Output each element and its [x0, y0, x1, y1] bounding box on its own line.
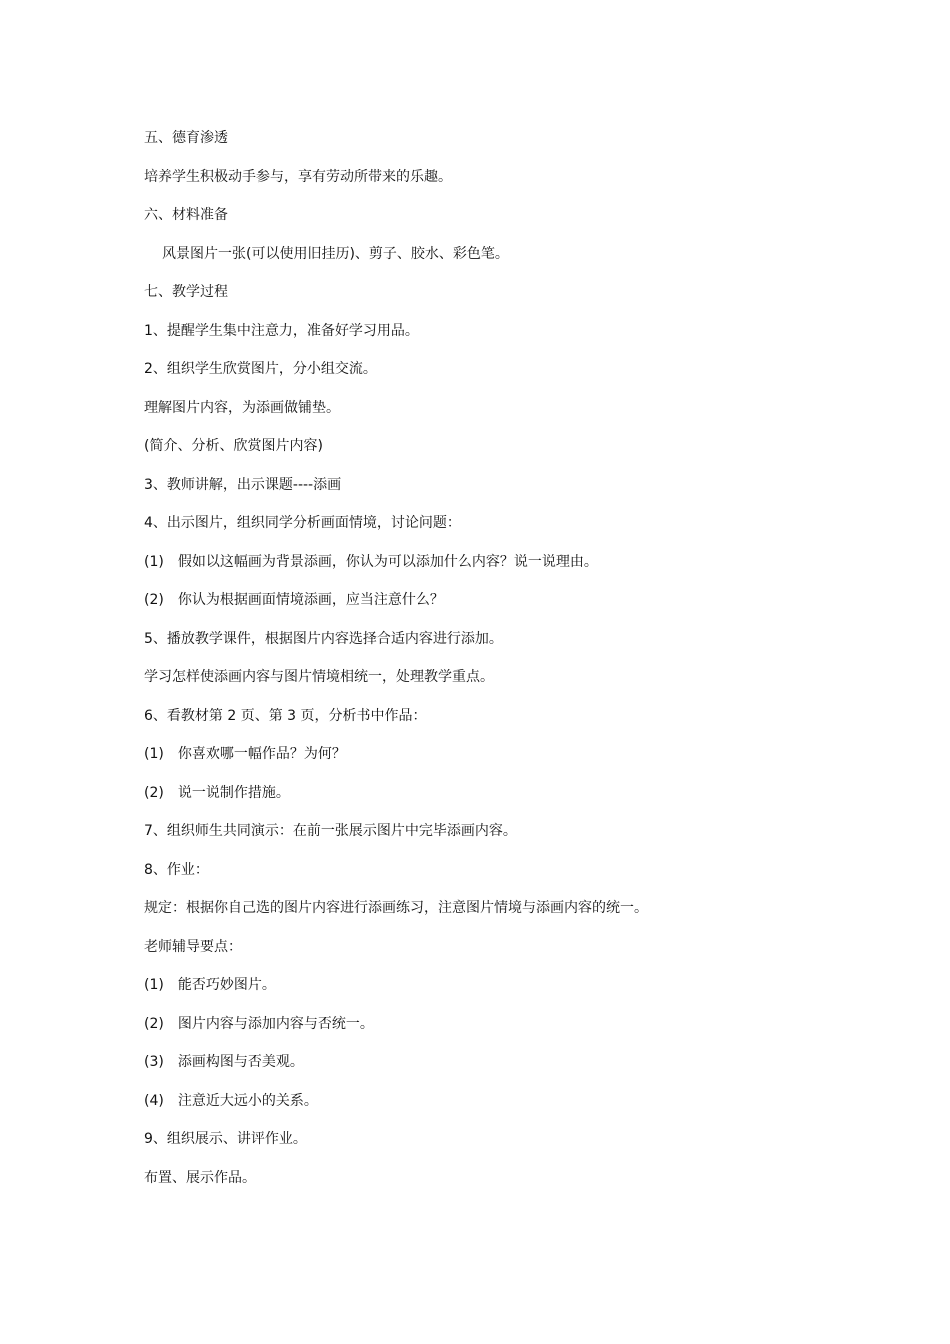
paragraph: 学习怎样使添画内容与图片情境相统一，处理教学重点。 — [144, 669, 494, 685]
list-item: 6、看教材第 2 页、第 3 页，分析书中作品： — [144, 708, 427, 724]
paragraph: 规定：根据你自己选的图片内容进行添画练习，注意图片情境与添画内容的统一。 — [144, 900, 648, 916]
sub-list-item: (4) 注意近大远小的关系。 — [144, 1093, 318, 1109]
list-item: 7、组织师生共同演示：在前一张展示图片中完毕添画内容。 — [144, 823, 517, 839]
list-item: 8、作业： — [144, 862, 209, 878]
sub-list-item: (1) 你喜欢哪一幅作品？为何？ — [144, 746, 346, 762]
sub-list-item: (2) 图片内容与添加内容与否统一。 — [144, 1016, 374, 1032]
sub-list-item: (1) 假如以这幅画为背景添画，你认为可以添加什么内容？说一说理由。 — [144, 554, 598, 570]
paragraph: 理解图片内容，为添画做铺垫。 — [144, 400, 340, 416]
paragraph: 培养学生积极动手参与，享有劳动所带来的乐趣。 — [144, 169, 452, 185]
sub-list-item: (3) 添画构图与否美观。 — [144, 1054, 304, 1070]
paragraph: 风景图片一张(可以使用旧挂历)、剪子、胶水、彩色笔。 — [162, 246, 509, 262]
list-item: 3、教师讲解，出示课题----添画 — [144, 477, 342, 493]
section-heading-materials: 六、材料准备 — [144, 207, 228, 223]
sub-list-item: (2) 你认为根据画面情境添画，应当注意什么？ — [144, 592, 444, 608]
paragraph: 老师辅导要点： — [144, 939, 242, 955]
list-item: 2、组织学生欣赏图片，分小组交流。 — [144, 361, 377, 377]
sub-list-item: (2) 说一说制作措施。 — [144, 785, 290, 801]
sub-list-item: (1) 能否巧妙图片。 — [144, 977, 276, 993]
list-item: 1、提醒学生集中注意力，准备好学习用品。 — [144, 323, 419, 339]
list-item: 9、组织展示、讲评作业。 — [144, 1131, 307, 1147]
paragraph: (简介、分析、欣赏图片内容) — [144, 438, 323, 454]
paragraph: 布置、展示作品。 — [144, 1170, 256, 1186]
section-heading-moral-education: 五、德育渗透 — [144, 130, 228, 146]
list-item: 5、播放教学课件，根据图片内容选择合适内容进行添加。 — [144, 631, 503, 647]
section-heading-teaching-process: 七、教学过程 — [144, 284, 228, 300]
list-item: 4、出示图片，组织同学分析画面情境，讨论问题： — [144, 515, 461, 531]
